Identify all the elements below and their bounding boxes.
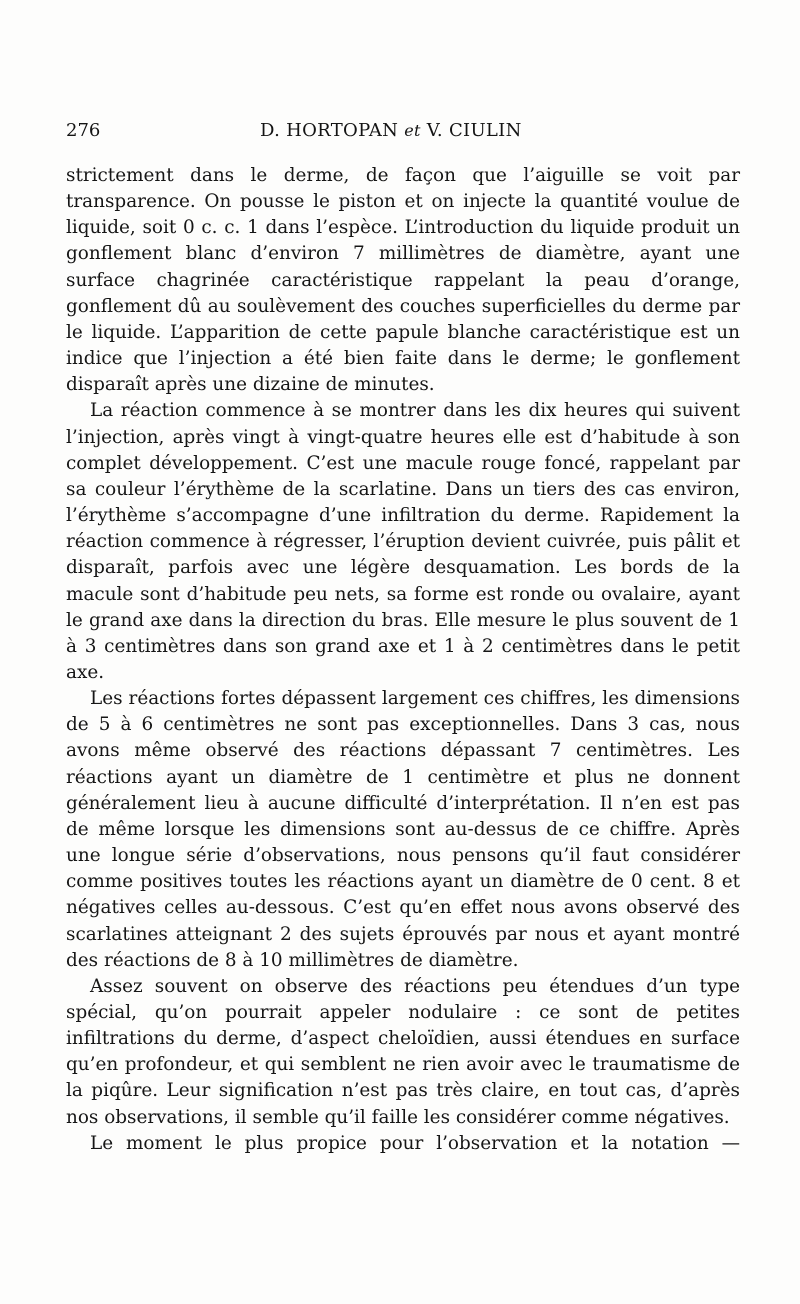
running-head [66, 120, 740, 144]
paragraph-5: Le moment le plus propice pour l’observation et la notation — [90, 1132, 740, 1154]
paragraph-3: Les réactions fortes dépassent largement ces chiffres, les dimensions de 5 à 6 centimètres ne sont pas exceptionnelles. Dans 3 cas, nous avons même observé des réactions dépassant 7 centimètres. Les réactions ayant un diamètre de 1 centimètre et plus ne donnent généralement lieu à aucune difficulté d’interprétation. Il n’en est pas de même lorsque les dimensions sont au-dessus de ce chiffre. Après une longue série d’observations, nous pensons qu’il faut considérer comme positives toutes les réactions ayant un diamètre de 0 cent. 8 et négatives celles au-dessous. C’est qu’en effet nous avons observé des scarlatines atteignant 2 des sujets éprouvés par nous et ayant montré des réactions de 8 à 10 millimètres de diamètre. [66, 688, 740, 971]
header-authors [260, 120, 522, 141]
paragraph-4: Assez souvent on observe des réactions peu étendues d’un type spécial, qu’on pourrait appeler nodulaire : ce sont de petites infiltrations du derme, d’aspect cheloïdien, aussi étendues en surface qu’en profondeur, et qui semblent ne rien avoir avec le traumatisme de la piqûre. Leur signification n’est pas très claire, en tout cas, d’après nos observations, il semble qu’il faille les considérer comme négatives. [66, 975, 740, 1128]
header-author-2: V. CIULIN [426, 120, 522, 141]
header-author-1: D. HORTOPAN [260, 120, 399, 141]
header-et: et [404, 121, 421, 140]
paragraph-2: La réaction commence à se montrer dans les dix heures qui suivent l’injection, après vingt à vingt-quatre heures elle est d’habitude à son complet développement. C’est une macule rouge foncé, rappelant par sa couleur l’érythème de la scarlatine. Dans un tiers des cas environ, l’érythème s’accompagne d’une infiltration du derme. Rapidement la réaction commence à régresser, l’éruption devient cuivrée, puis pâlit et disparaît, parfois avec une légère desquamation. Les bords de la macule sont d’habitude peu nets, sa forme est ronde ou ovalaire, ayant le grand axe dans la direction du bras. Elle mesure le plus souvent de 1 à 3 centimètres dans son grand axe et 1 à 2 centimètres dans le petit axe. [66, 400, 740, 683]
paragraph-1: strictement dans le derme, de façon que l’aiguille se voit par transparence. On pousse le piston et on injecte la quantité voulue de liquide, soit 0 c. c. 1 dans l’espèce. L’introduction du liquide produit un gonflement blanc d’environ 7 millimètres de diamètre, ayant une surface chagrinée caractéristique rappelant la peau d’orange, gonflement dû au soulèvement des couches superficielles du derme par le liquide. L’apparition de cette papule blanche caractéristique est un indice que l’injection a été bien faite dans le derme; le gonflement disparaît après une dizaine de minutes. [66, 165, 740, 396]
page-number: 276 [66, 120, 101, 141]
body-text [66, 163, 740, 1157]
